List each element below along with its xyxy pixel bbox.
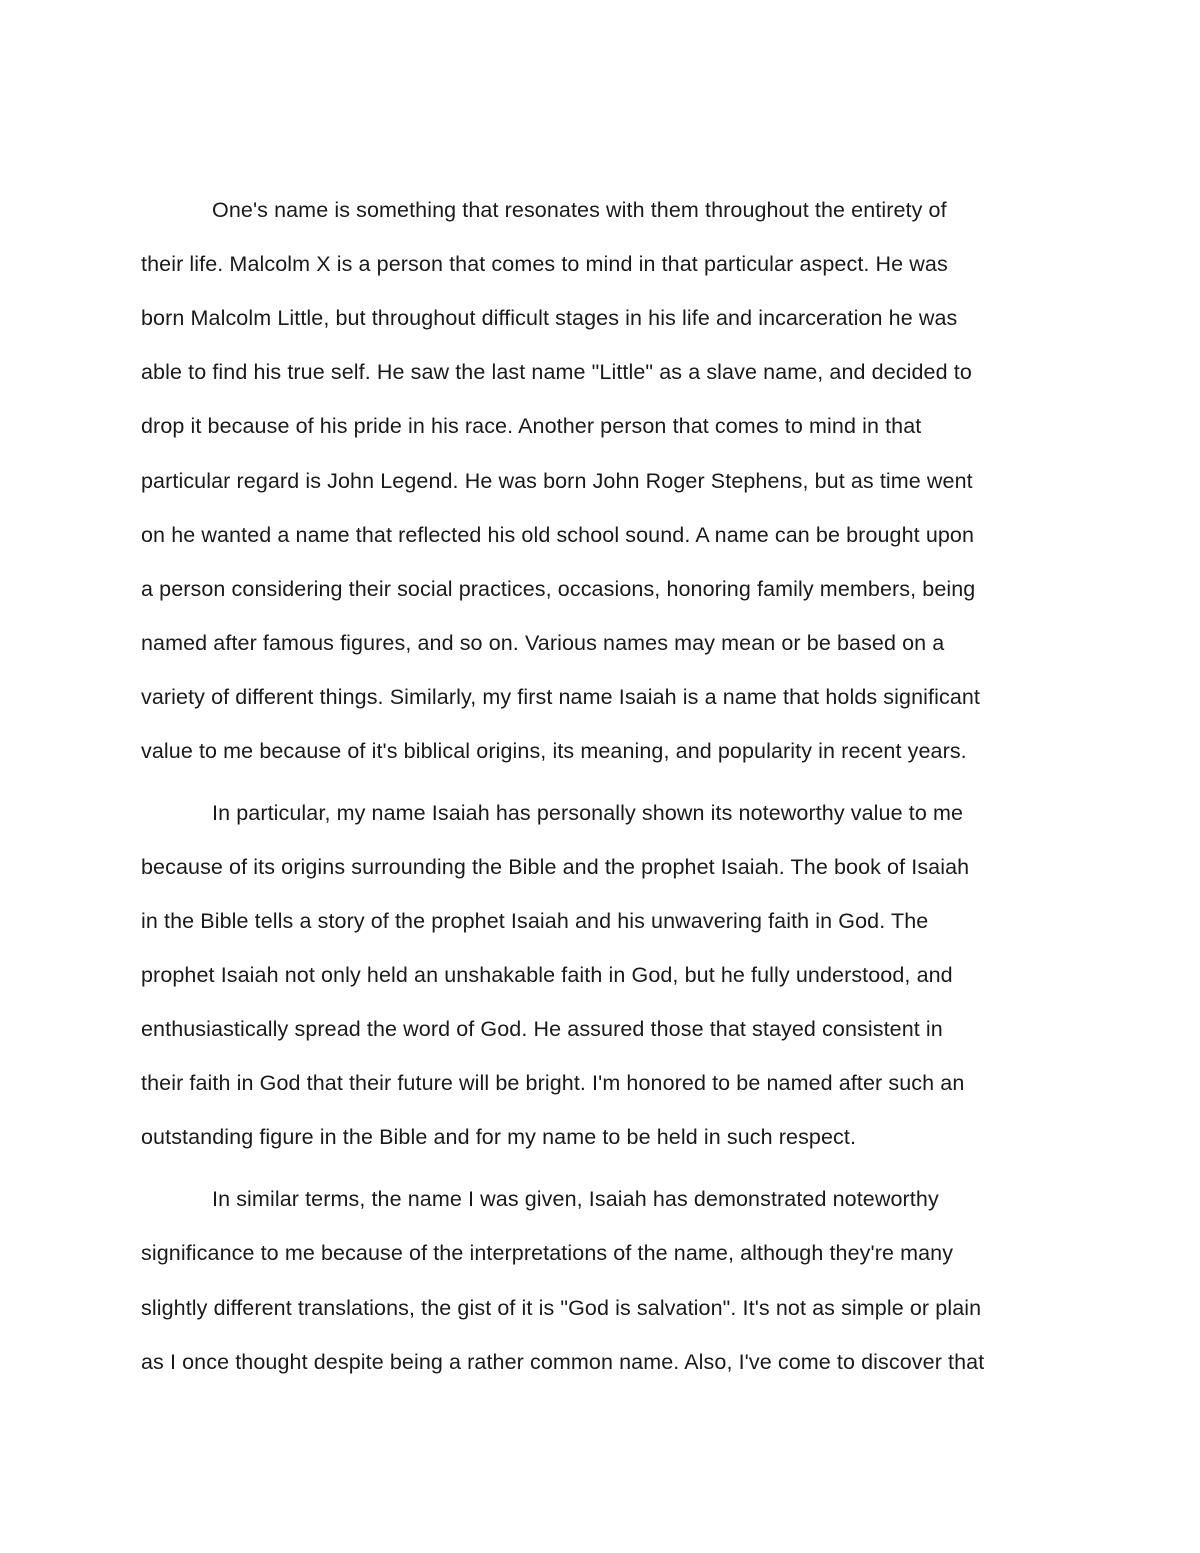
paragraph-3-line-4: as I once thought despite being a rather common name. Also, I've come to discover that — [141, 1350, 985, 1374]
paragraph-2-line-7: outstanding figure in the Bible and for my name to be held in such respect. — [141, 1125, 857, 1149]
paragraph-3-line-1: In similar terms, the name I was given, Isaiah has demonstrated noteworthy — [212, 1187, 939, 1211]
paragraph-1-line-8: a person considering their social practices, occasions, honoring family members, being — [141, 577, 976, 601]
paragraph-1-line-1: One's name is something that resonates with them throughout the entirety of — [212, 198, 947, 222]
paragraph-1-line-4: able to find his true self. He saw the last name "Little" as a slave name, and decided to — [141, 360, 972, 384]
paragraph-1-line-9: named after famous figures, and so on. Various names may mean or be based on a — [141, 631, 945, 655]
paragraph-1-line-2: their life. Malcolm X is a person that comes to mind in that particular aspect. He was — [141, 252, 948, 276]
paragraph-2-line-3: in the Bible tells a story of the prophet Isaiah and his unwavering faith in God. The — [141, 909, 929, 933]
paragraph-2-line-5: enthusiastically spread the word of God. He assured those that stayed consistent in — [141, 1017, 943, 1041]
paragraph-3-line-2: significance to me because of the interpretations of the name, although they're many — [141, 1241, 954, 1265]
paragraph-1-line-3: born Malcolm Little, but throughout difficult stages in his life and incarceration he was — [141, 306, 958, 330]
paragraph-2-line-6: their faith in God that their future will be bright. I'm honored to be named after such an — [141, 1071, 965, 1095]
paragraph-2-line-2: because of its origins surrounding the Bible and the prophet Isaiah. The book of Isaiah — [141, 855, 970, 879]
paragraph-1-line-5: drop it because of his pride in his race. Another person that comes to mind in that — [141, 414, 922, 438]
paragraph-2-line-1: In particular, my name Isaiah has personally shown its noteworthy value to me — [212, 801, 964, 825]
paragraph-1-line-11: value to me because of it's biblical origins, its meaning, and popularity in recent years. — [141, 739, 967, 763]
paragraph-1-line-10: variety of different things. Similarly, my first name Isaiah is a name that holds significant — [141, 685, 981, 709]
paragraph-1-line-6: particular regard is John Legend. He was born John Roger Stephens, but as time went — [141, 469, 973, 493]
paragraph-1-line-7: on he wanted a name that reflected his old school sound. A name can be brought upon — [141, 523, 975, 547]
paragraph-2-line-4: prophet Isaiah not only held an unshakable faith in God, but he fully understood, and — [141, 963, 953, 987]
paragraph-3-line-3: slightly different translations, the gist of it is "God is salvation". It's not as simple or plain — [141, 1296, 982, 1320]
